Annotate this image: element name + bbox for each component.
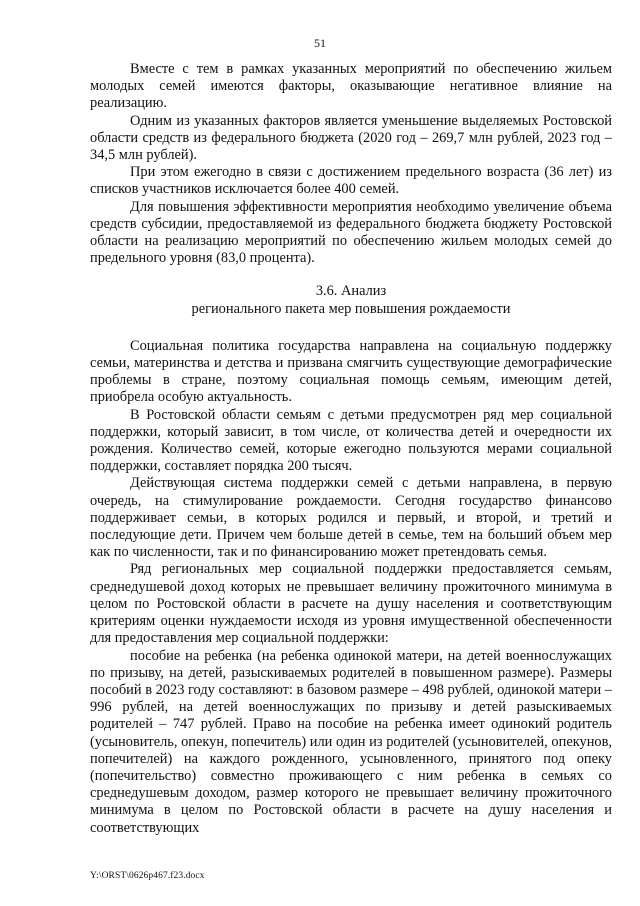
paragraph: Действующая система поддержки семей с детьми направлена, в первую очередь, на стимулирование рождаемости. Сегодня государство финансово поддерживает семьи, в которых родился и первый, и второй, и третий и последующие дети. Причем чем больше детей в семье, тем на больший объем мер как по численности, так и по финансированию может претендовать семья. xyxy=(90,475,612,561)
section-heading xyxy=(90,283,612,317)
paragraph: Одним из указанных факторов является уменьшение выделяемых Ростовской области средств из федерального бюджета (2020 год – 269,7 млн рублей, 2023 год – 34,5 млн рублей). xyxy=(90,112,612,164)
paragraph: В Ростовской области семьям с детьми предусмотрен ряд мер социальной поддержки, который зависит, в том числе, от количества детей и очередности их рождения. Количество семей, которые ежегодно пользуются мерами социальной поддержки, составляет порядка 200 тысяч. xyxy=(90,406,612,475)
paragraph: Вместе с тем в рамках указанных мероприятий по обеспечению жильем молодых семей имеются факторы, оказывающие негативное влияние на реализацию. xyxy=(90,61,612,112)
document-body xyxy=(90,61,612,837)
paragraph: Социальная политика государства направлена на социальную поддержку семьи, материнства и детства и призвана смягчить существующие демографические проблемы в стране, поэтому социальная помощь семьям, имеющим детей, приобрела особую актуальность. xyxy=(90,337,612,406)
page-number: 51 xyxy=(314,36,326,50)
footer-file-path: Y:\ORST\0626p467.f23.docx xyxy=(90,871,205,881)
section-subtitle: регионального пакета мер повышения рождаемости xyxy=(191,300,511,317)
paragraph: пособие на ребенка (на ребенка одинокой матери, на детей военнослужащих по призыву, на детей, разыскиваемых родителей в повышенном размере). Размеры пособий в 2023 году составляют: в базовом размере – 498 рублей, одинокой матери – 996 рублей, на детей военнослужащих по призыву и детей разыскиваемых родителей – 747 рублей. Право на пособие на ребенка имеет одинокий родитель (усыновитель, опекун, попечитель) или один из родителей (усыновителей, опекунов, попечителей) на каждого рожденного, усыновленного, принятого под опеку (попечительство) совместно проживающего с ним ребенка в семьях со среднедушевым доходом, размер которого не превышает величину прожиточного минимума в целом по Ростовской области в расчете на душу населения и соответствующих xyxy=(90,647,612,836)
paragraph: Для повышения эффективности мероприятия необходимо увеличение объема средств субсидии, предоставляемой из федерального бюджета бюджету Ростовской области на реализацию мероприятий по обеспечению жильем молодых семей до предельного уровня (83,0 процента). xyxy=(90,198,612,267)
paragraph: При этом ежегодно в связи с достижением предельного возраста (36 лет) из списков участников исключается более 400 семей. xyxy=(90,164,612,198)
section-spacer xyxy=(90,318,612,338)
section-title: 3.6. Анализ xyxy=(315,283,387,300)
paragraph: Ряд региональных мер социальной поддержки предоставляется семьям, среднедушевой доход которых не превышает величину прожиточного минимума в целом по Ростовской области в расчете на душу населения и соответствующим критериям оценки нуждаемости исходя из уровня имущественной обеспеченности для предоставления мер социальной поддержки: xyxy=(90,561,612,647)
